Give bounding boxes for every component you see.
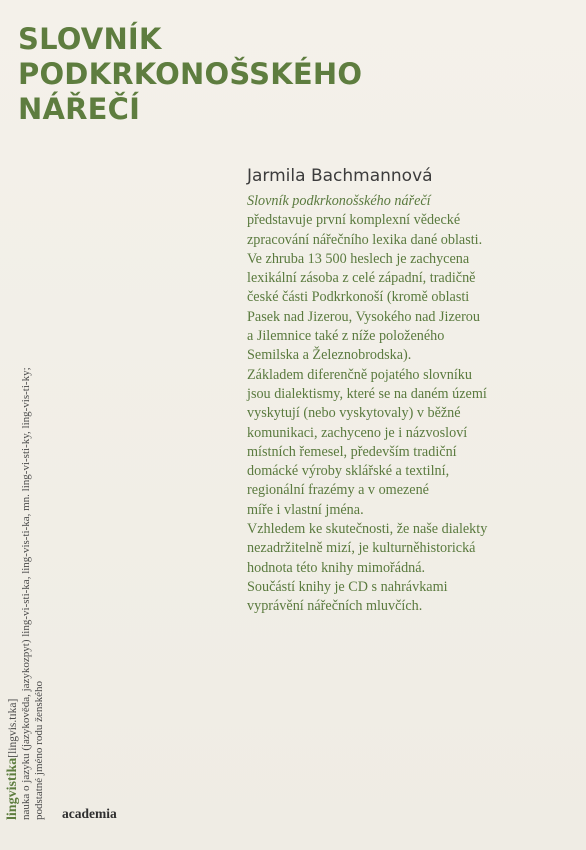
dictionary-headword: lingvistika (5, 757, 20, 820)
description-line: lexikální zásoba z celé západní, tradičně (247, 270, 476, 287)
book-title (18, 22, 362, 127)
description-line: Semilska a Železnobrodska). (247, 347, 412, 364)
description-line: Ve zhruba 13 500 heslech je zachycena (247, 250, 470, 267)
description-line: představuje první komplexní vědecké (247, 212, 461, 229)
book-title-line-3: NÁŘEČÍ (18, 92, 141, 126)
description-line: míře i vlastní jména. (247, 501, 364, 518)
book-title-italic: Slovník podkrkonošského nářečí (247, 193, 431, 209)
description-line: domácké výroby sklářské a textilní, (247, 463, 450, 480)
description-line: české části Podkrkonoší (kromě oblasti (247, 289, 470, 306)
description-line: regionální frazémy a v omezené (247, 482, 429, 499)
description-line: místních řemesel, především tradiční (247, 443, 457, 460)
description-line: zpracování nářečního lexika dané oblasti. (247, 231, 483, 248)
description-line: Vzhledem ke skutečnosti, že naše dialekty (247, 521, 488, 538)
dictionary-entry-sidebar (6, 20, 46, 820)
description-line: vyskytují (nebo vyskytovaly) v běžné (247, 405, 461, 422)
publisher-logo: academia (62, 806, 117, 821)
description-line: Součástí knihy je CD s nahrávkami (247, 578, 448, 595)
description-line: vyprávění nářečních mluvčích. (247, 598, 423, 615)
book-title-line-1: SLOVNÍK (18, 22, 162, 56)
description-line: a Jilemnice také z níže položeného (247, 328, 445, 345)
dictionary-definition: nauka o jazyku (jazykověda, jazykozpyt) ling-vi-sti-ka, ling-vis-ti-ka, mn. ling-vi-sti-ky, ling-vis-ti-ky; (20, 367, 32, 820)
book-title-line-2: PODKRKONOŠSKÉHO (18, 57, 363, 91)
book-description (247, 192, 567, 617)
description-line: nezadržitelně mizí, je kulturněhistorická (247, 540, 476, 557)
description-line: Základem diferenčně pojatého slovníku (247, 366, 472, 383)
description-line: jsou dialektismy, které se na daném území (247, 385, 487, 402)
dictionary-grammar-note: podstatné jméno rodu ženského (33, 681, 45, 820)
dictionary-headword-row (6, 20, 20, 820)
description-line: Pasek nad Jizerou, Vysokého nad Jizerou (247, 308, 480, 325)
description-line: komunikaci, zachyceno je i názvosloví (247, 424, 468, 441)
author-name: Jarmila Bachmannová (247, 166, 433, 186)
dictionary-pronunciation: [lingvis.tɪka] (7, 698, 19, 758)
description-line: hodnota této knihy mimořádná. (247, 559, 426, 576)
description-line (247, 192, 567, 211)
